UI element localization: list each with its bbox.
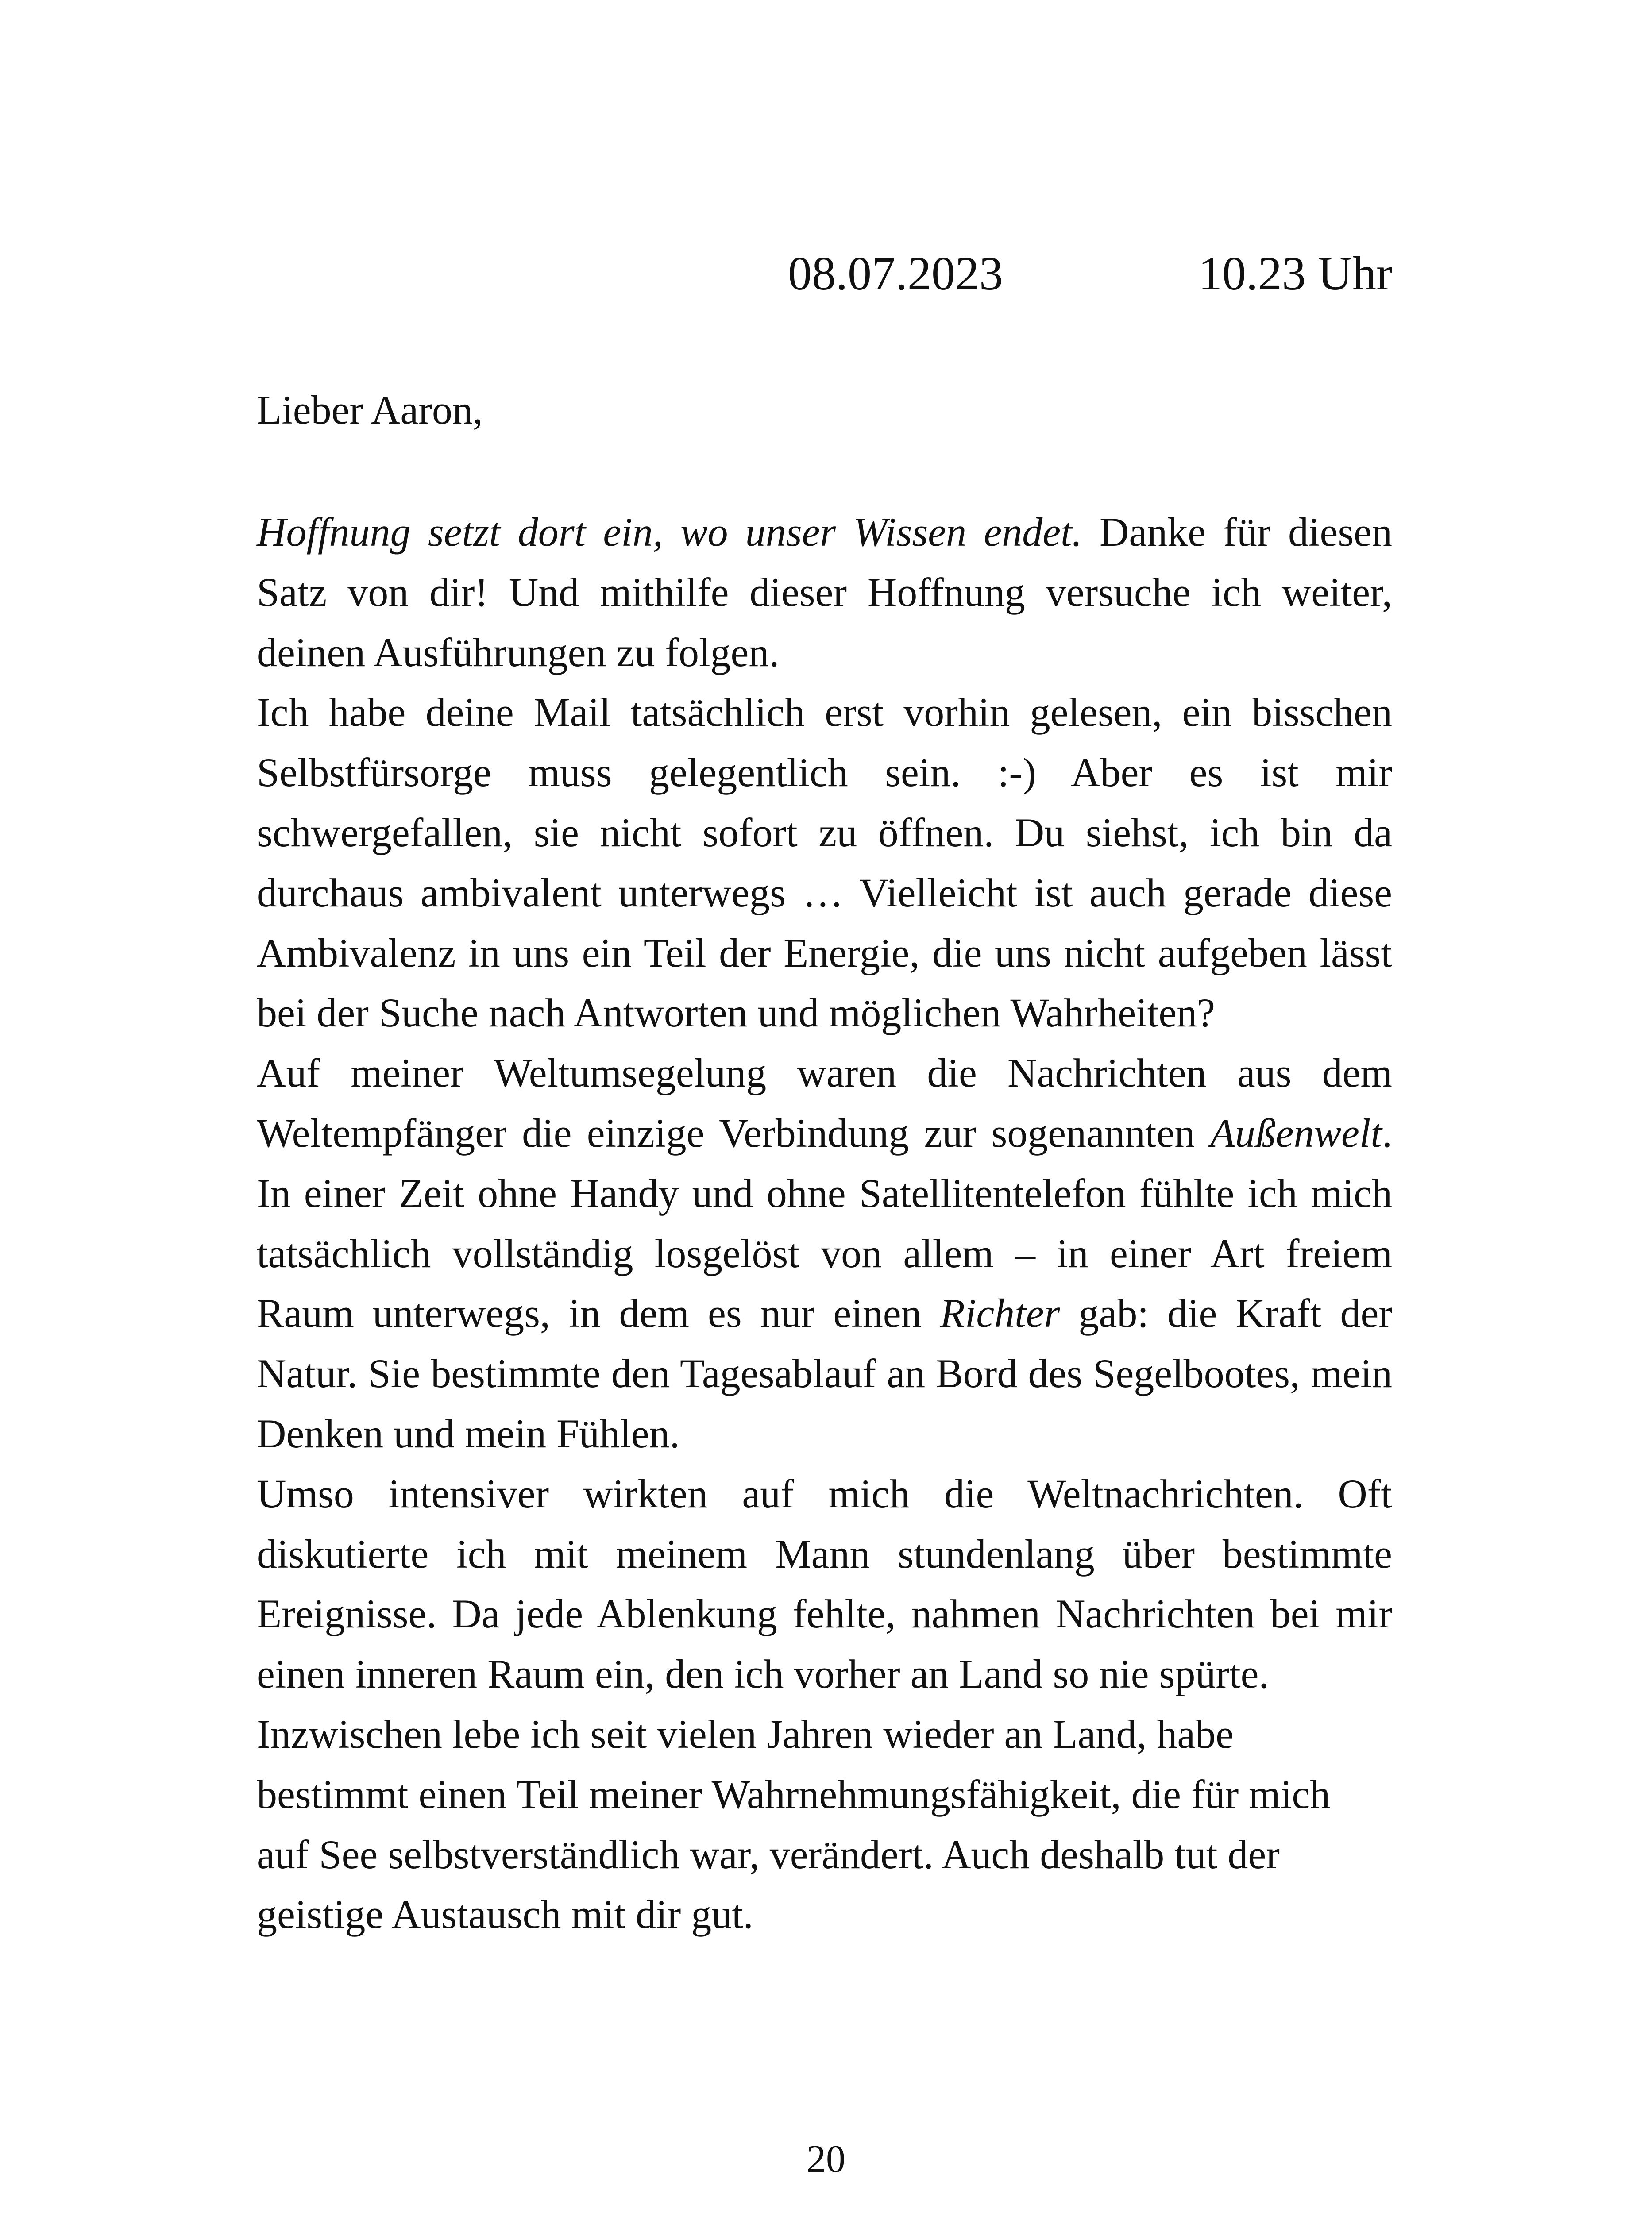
italic-richter: Richter <box>940 1291 1060 1336</box>
paragraph-3-text-b: . In einer Zeit ohne Handy und ohne Satellitentelefon fühlte ich mich tatsächlich vollständig losgelöst von allem – in einer Art freiem Raum unterwegs, in dem es nur einen <box>257 1110 1392 1336</box>
paragraph-5: Inzwischen lebe ich seit vielen Jahren wieder an Land, habe bestimmt einen Teil meiner Wahrnehmungsfähigkeit, die für mich auf See selbstverständlich war, verändert. Auch deshalb tut der geistige Austausch mit dir gut. <box>257 1711 1331 1937</box>
letter-date: 08.07.2023 <box>788 247 1003 300</box>
paragraph-4: Umso intensiver wirkten auf mich die Weltnachrichten. Oft diskutierte ich mit meinem Mann stundenlang über bestimmte Ereignisse. Da jede Ablenkung fehlte, nahmen Nachrichten bei mir einen inneren Raum ein, den ich vorher an Land so nie spürte. <box>257 1471 1392 1697</box>
paragraph-1-text: Danke für diesen Satz von dir! Und mithilfe dieser Hoffnung versuche ich weiter, deinen Ausführungen zu folgen. <box>257 509 1392 675</box>
paragraph-3-text-c: gab: die Kraft der Natur. Sie bestimmte den Tagesablauf an Bord des Segelbootes, mein Denken und mein Fühlen. <box>257 1291 1392 1456</box>
letter-time: 10.23 Uhr <box>1198 247 1392 300</box>
salutation: Lieber Aaron, <box>257 387 483 432</box>
paragraph-3-text-a: Auf meiner Weltumsegelung waren die Nachrichten aus dem Weltempfänger die einzige Verbindung zur sogenannten <box>257 1050 1392 1156</box>
paragraph-2: Ich habe deine Mail tatsächlich erst vorhin gelesen, ein bisschen Selbstfürsorge muss gelegentlich sein. :-) Aber es ist mir schwergefallen, sie nicht sofort zu öffnen. Du siehst, ich bin da durchaus ambivalent unterwegs … Vielleicht ist auch gerade diese Ambivalenz in uns ein Teil der Energie, die uns nicht aufgeben lässt bei der Suche nach Antworten und möglichen Wahrheiten? <box>257 690 1392 1036</box>
paragraph-1 <box>257 502 1392 682</box>
letter-body <box>257 502 1392 1945</box>
paragraph-3 <box>257 1043 1392 1464</box>
page-number: 20 <box>807 2138 845 2181</box>
italic-quote: Hoffnung setzt dort ein, wo unser Wissen endet. <box>257 509 1082 555</box>
italic-aussenwelt: Außenwelt <box>1210 1110 1382 1156</box>
